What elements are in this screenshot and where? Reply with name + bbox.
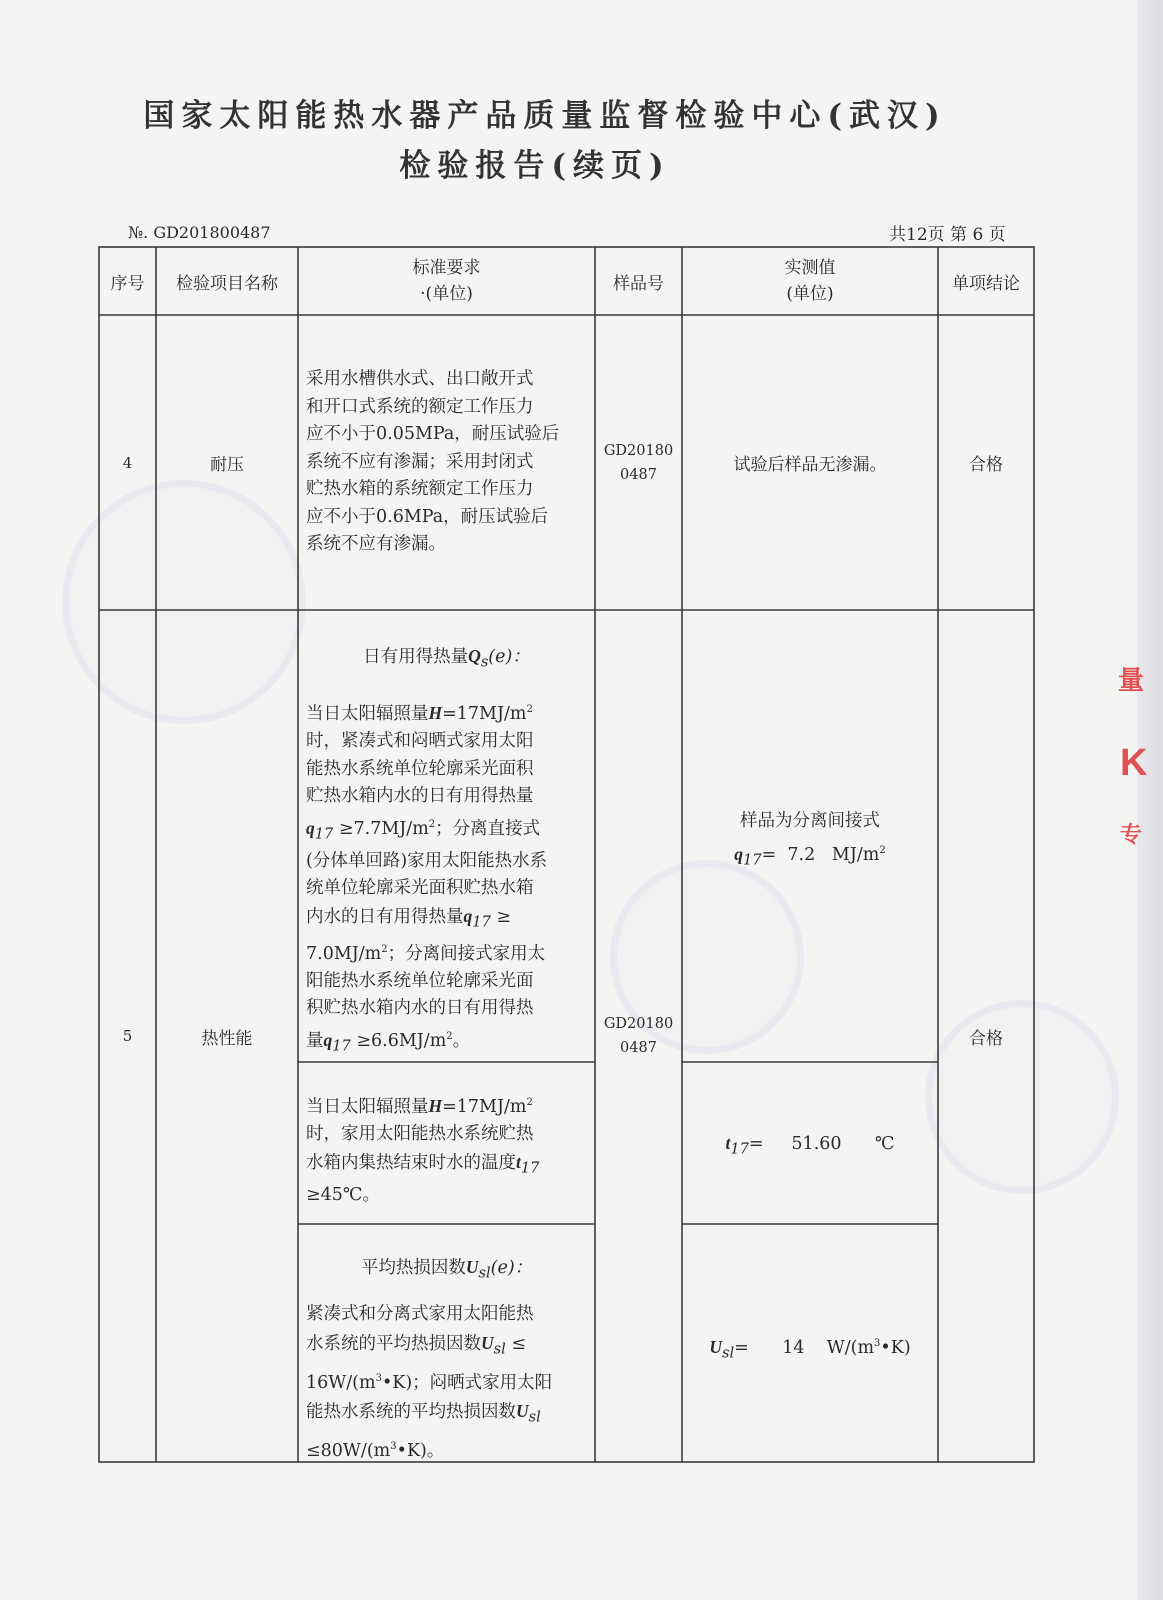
row4-requirement <box>306 366 596 559</box>
req-line: 内水的日有用得热量$q_{17}$ ≥ <box>306 905 512 931</box>
row4-req-line: 和开口式系统的额定工作压力 <box>306 396 534 417</box>
sub1-heading-text: 日有用得热量 <box>363 647 469 667</box>
row4-req-line: 系统不应有渗漏。 <box>306 534 446 554</box>
symbol: Q <box>468 646 481 666</box>
sub1-measured-note: 样品为分离间接式 <box>740 811 880 831</box>
sub3-measured-value: $U_{sl}=$ 14 $W/(m^3•K)$ <box>709 1336 911 1362</box>
req-line: $16W/(m^3•K)$；闷晒式家用太阳 <box>306 1372 553 1393</box>
req-line: $\le 80W/(m^3•K)$。 <box>306 1440 445 1461</box>
sample-no-part: GD20180 <box>603 442 674 459</box>
row4-item: 耐压 <box>210 455 244 475</box>
col-header-measured-label: 实测值 <box>784 258 836 278</box>
req-line: 当日太阳辐照量$H=17MJ/m^2$ <box>306 1095 533 1117</box>
req-line: 当日太阳辐照量$H=17MJ/m^2$ <box>306 702 533 724</box>
req-line: 能热水系统的平均热损因数$U_{sl}$ <box>306 1401 541 1426</box>
row4-sample-no <box>595 315 682 610</box>
req-line: 积贮热水箱内水的日有用得热 <box>306 998 534 1019</box>
req-line: 水箱内集热结束时水的温度$t_{17}$ <box>306 1151 540 1177</box>
col-header-requirement-label: 标准要求 <box>412 258 481 278</box>
req-line: 能热水系统单位轮廓采光面积 <box>306 758 534 779</box>
sample-no-part: GD20180 <box>603 1016 674 1032</box>
req-line: 水系统的平均热损因数$U_{sl}$ ≤ <box>306 1333 527 1358</box>
sub2-requirement <box>306 1089 596 1209</box>
req-line: 统单位轮廓采光面积贮热水箱 <box>306 878 534 899</box>
row5-sample-no <box>595 610 682 1462</box>
row4-req-line: 应不小于0.05MPa，耐压试验后 <box>306 424 560 444</box>
col-header-requirement <box>298 247 595 315</box>
req-line: $7.0MJ/m^2$；分离间接式家用太 <box>306 943 546 964</box>
row4-seq: 4 <box>122 453 133 472</box>
req-line: 时，紧凑式和闷晒式家用太阳 <box>306 731 534 752</box>
margin-mark: K <box>1120 742 1148 784</box>
row4-conclusion: 合格 <box>969 455 1003 475</box>
sub1-measured <box>682 806 938 875</box>
report-title: 国家太阳能热水器产品质量监督检验中心(武汉) <box>143 98 947 134</box>
col-header-conclusion: 单项结论 <box>952 273 1020 294</box>
col-header-measured <box>682 247 938 315</box>
req-line: 阳能热水系统单位轮廓采光面 <box>306 970 534 991</box>
subscript: s <box>480 653 489 671</box>
report-number: №. GD201800487 <box>128 223 271 242</box>
req-line: ≥45℃。 <box>306 1184 381 1205</box>
page-info: 共12页 第 6 页 <box>889 225 1006 245</box>
req-line: 量$q_{17} \ge 6.6MJ/m^2$。 <box>306 1029 471 1055</box>
col-header-seq: 序号 <box>110 273 145 294</box>
col-header-item: 检验项目名称 <box>176 273 278 294</box>
req-line: 紧凑式和分离式家用太阳能热 <box>306 1304 534 1324</box>
sample-no-part: 0487 <box>620 1040 657 1056</box>
sub2-measured-value: $t_{17}=$ 51.60 ℃ <box>725 1133 895 1158</box>
row5-conclusion: 合格 <box>969 1028 1003 1049</box>
req-line: $q_{17} \ge 7.7MJ/m^2$；分离直接式 <box>306 817 541 843</box>
req-line: (分体单回路)家用太阳能热水系 <box>306 850 548 871</box>
sub1-measured-value: $q_{17}= 7.2$ $MJ/m^2$ <box>734 843 886 869</box>
col-header-measured-unit: (单位) <box>786 284 834 304</box>
req-line: 时，家用太阳能热水系统贮热 <box>306 1124 534 1145</box>
margin-mark: 量 <box>1118 666 1145 696</box>
sub3-requirement <box>306 1300 596 1466</box>
sub1-requirement <box>306 696 596 1060</box>
row4-measured: 试验后样品无渗漏。 <box>733 455 887 475</box>
sub3-heading: 平均热损因数$U_{sl}(e)$： <box>360 1257 533 1282</box>
col-header-requirement-unit: ·(单位) <box>420 284 473 304</box>
margin-mark: 专 <box>1120 822 1143 848</box>
sub1-heading-tail: (e)： <box>488 647 530 667</box>
row4-req-line: 贮热水箱的系统额定工作压力 <box>306 479 534 499</box>
sample-no-part: 0487 <box>620 466 657 483</box>
row5-seq: 5 <box>122 1027 133 1045</box>
sub1-heading <box>298 643 595 676</box>
col-header-sample: 样品号 <box>613 273 664 294</box>
req-line: 贮热水箱内水的日有用得热量 <box>306 786 534 807</box>
row4-req-line: 采用水槽供水式、出口敞开式 <box>306 369 534 389</box>
report-subtitle: 检验报告(续页) <box>399 148 671 184</box>
row4-req-line: 系统不应有渗漏；采用封闭式 <box>306 451 534 472</box>
row4-req-line: 应不小于0.6MPa，耐压试验后 <box>306 506 549 527</box>
row5-item: 热性能 <box>201 1028 253 1049</box>
